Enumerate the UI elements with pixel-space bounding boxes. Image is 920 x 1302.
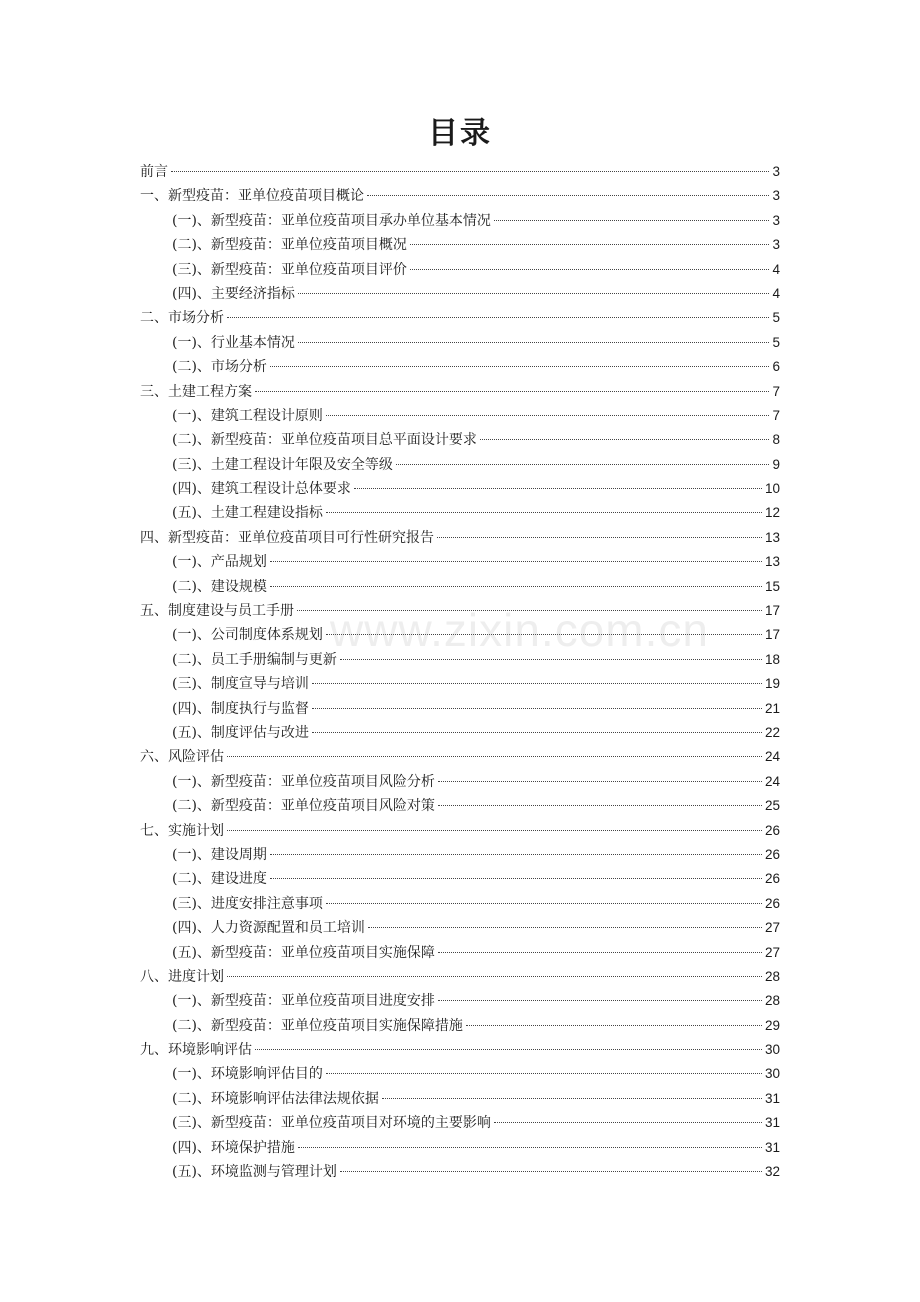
toc-entry-page-number: 10 — [764, 481, 780, 497]
toc-subentry[interactable] — [140, 1062, 780, 1086]
toc-entry-label: (四)、主要经济指标 — [172, 285, 295, 302]
toc-entry-page-number: 31 — [764, 1115, 780, 1131]
toc-entry-label: (三)、新型疫苗：亚单位疫苗项目评价 — [172, 261, 407, 278]
toc-entry-page-number: 6 — [772, 359, 780, 375]
toc-subentry[interactable] — [140, 209, 780, 233]
dot-leader — [396, 464, 770, 465]
toc-entry-label: 二、市场分析 — [140, 310, 224, 327]
dot-leader — [438, 1000, 762, 1001]
dot-leader — [312, 708, 762, 709]
toc-subentry[interactable] — [140, 672, 780, 696]
toc-entry-page-number: 7 — [772, 383, 780, 399]
toc-entry-label: (四)、环境保护措施 — [172, 1139, 295, 1156]
toc-entry-page-number: 17 — [764, 627, 780, 643]
toc-entry-page-number: 19 — [764, 676, 780, 692]
toc-entry-label: (四)、人力资源配置和员工培训 — [172, 920, 365, 937]
dot-leader — [312, 732, 762, 733]
toc-entry-page-number: 25 — [764, 798, 780, 814]
toc-entry[interactable] — [140, 184, 780, 208]
toc-entry[interactable] — [140, 526, 780, 550]
toc-entry-page-number: 4 — [772, 285, 780, 301]
toc-entry-page-number: 13 — [764, 554, 780, 570]
toc-entry-label: (五)、制度评估与改进 — [172, 724, 309, 741]
toc-entry-label: 前言 — [140, 164, 168, 180]
toc-entry[interactable] — [140, 1038, 780, 1062]
toc-entry-label: (二)、建设进度 — [172, 871, 267, 888]
dot-leader — [270, 878, 762, 879]
toc-subentry[interactable] — [140, 843, 780, 867]
toc-subentry[interactable] — [140, 282, 780, 306]
dot-leader — [227, 976, 762, 977]
toc-entry-page-number: 28 — [764, 993, 780, 1009]
toc-subentry[interactable] — [140, 404, 780, 428]
toc-subentry[interactable] — [140, 648, 780, 672]
toc-subentry[interactable] — [140, 1136, 780, 1160]
toc-title: 目录 — [428, 116, 492, 151]
toc-entry-label: (一)、建筑工程设计原则 — [172, 407, 323, 424]
toc-entry-label: (三)、进度安排注意事项 — [172, 895, 323, 912]
toc-entry-label: (五)、环境监测与管理计划 — [172, 1164, 337, 1181]
dot-leader — [326, 415, 770, 416]
toc-entry-page-number: 22 — [764, 724, 780, 740]
dot-leader — [466, 1025, 762, 1026]
toc-entry-label: (一)、新型疫苗：亚单位疫苗项目承办单位基本情况 — [172, 212, 491, 229]
dot-leader — [227, 830, 762, 831]
toc-entry-page-number: 21 — [764, 700, 780, 716]
toc-entry[interactable] — [140, 745, 780, 769]
toc-entry-label: 七、实施计划 — [140, 822, 224, 839]
toc-entry-page-number: 5 — [772, 310, 780, 326]
toc-entry-label: 九、环境影响评估 — [140, 1042, 252, 1059]
toc-entry-page-number: 24 — [764, 749, 780, 765]
toc-subentry[interactable] — [140, 941, 780, 965]
toc-entry-label: (二)、新型疫苗：亚单位疫苗项目概况 — [172, 237, 407, 254]
toc-entry-label: 五、制度建设与员工手册 — [140, 603, 294, 620]
dot-leader — [326, 1073, 762, 1074]
dot-leader — [312, 683, 762, 684]
toc-subentry[interactable] — [140, 867, 780, 891]
toc-entry-page-number: 12 — [764, 505, 780, 521]
toc-subentry[interactable] — [140, 623, 780, 647]
toc-entry-label: (二)、市场分析 — [172, 359, 267, 376]
toc-subentry[interactable] — [140, 453, 780, 477]
dot-leader — [298, 1147, 762, 1148]
toc-entry-label: (一)、环境影响评估目的 — [172, 1066, 323, 1083]
dot-leader — [494, 1122, 762, 1123]
toc-entry-page-number: 27 — [764, 920, 780, 936]
toc-entry-page-number: 31 — [764, 1139, 780, 1155]
dot-leader — [227, 317, 769, 318]
toc-entry-label: (二)、新型疫苗：亚单位疫苗项目风险对策 — [172, 798, 435, 815]
dot-leader — [410, 269, 770, 270]
toc-entry-label: (二)、新型疫苗：亚单位疫苗项目实施保障措施 — [172, 1017, 463, 1034]
toc-entry-page-number: 24 — [764, 773, 780, 789]
toc-entry-label: (四)、建筑工程设计总体要求 — [172, 481, 351, 498]
toc-subentry[interactable] — [140, 258, 780, 282]
toc-subentry[interactable] — [140, 477, 780, 501]
toc-entry-label: (五)、新型疫苗：亚单位疫苗项目实施保障 — [172, 944, 435, 961]
toc-subentry[interactable] — [140, 575, 780, 599]
dot-leader — [438, 805, 762, 806]
toc-entry-label: (三)、制度宣导与培训 — [172, 676, 309, 693]
dot-leader — [297, 610, 762, 611]
toc-entry-page-number: 30 — [764, 1042, 780, 1058]
toc-entry-label: (二)、环境影响评估法律法规依据 — [172, 1090, 379, 1107]
toc-entry-page-number: 30 — [764, 1066, 780, 1082]
toc-entry-page-number: 7 — [772, 407, 780, 423]
toc-subentry[interactable] — [140, 721, 780, 745]
dot-leader — [326, 512, 762, 513]
toc-subentry[interactable] — [140, 1087, 780, 1111]
toc-entry-label: (五)、土建工程建设指标 — [172, 505, 323, 522]
dot-leader — [410, 244, 770, 245]
dot-leader — [255, 391, 769, 392]
dot-leader — [340, 1171, 762, 1172]
toc-subentry[interactable] — [140, 794, 780, 818]
toc-subentry[interactable] — [140, 770, 780, 794]
toc-entry[interactable] — [140, 306, 780, 330]
toc-subentry[interactable] — [140, 501, 780, 525]
toc-entry-page-number: 4 — [772, 261, 780, 277]
dot-leader — [367, 195, 769, 196]
dot-leader — [270, 561, 762, 562]
toc-entry-label: 六、风险评估 — [140, 749, 224, 766]
toc-entry-page-number: 26 — [764, 846, 780, 862]
dot-leader — [326, 903, 762, 904]
toc-entry-page-number: 3 — [772, 188, 780, 204]
toc-entry-page-number: 3 — [772, 212, 780, 228]
toc-entry[interactable] — [140, 380, 780, 404]
dot-leader — [438, 781, 762, 782]
dot-leader — [270, 366, 770, 367]
dot-leader — [382, 1098, 762, 1099]
toc-entry-label: (二)、建设规模 — [172, 578, 267, 595]
toc-entry-label: (一)、产品规划 — [172, 554, 267, 571]
toc-entry-label: 三、土建工程方案 — [140, 383, 252, 400]
toc-entry-label: 一、新型疫苗：亚单位疫苗项目概论 — [140, 188, 364, 205]
toc-entry-page-number: 28 — [764, 968, 780, 984]
toc-entry-label: (三)、土建工程设计年限及安全等级 — [172, 456, 393, 473]
dot-leader — [326, 634, 762, 635]
dot-leader — [340, 659, 762, 660]
toc-subentry[interactable] — [140, 1160, 780, 1184]
toc-entry-page-number: 26 — [764, 871, 780, 887]
toc-entry[interactable] — [140, 819, 780, 843]
dot-leader — [298, 293, 770, 294]
toc-entry-page-number: 26 — [764, 895, 780, 911]
dot-leader — [494, 220, 770, 221]
toc-subentry[interactable] — [140, 989, 780, 1013]
toc-subentry[interactable] — [140, 892, 780, 916]
toc-entry-page-number: 26 — [764, 822, 780, 838]
toc-entry-label: (四)、制度执行与监督 — [172, 700, 309, 717]
toc-subentry[interactable] — [140, 697, 780, 721]
toc-subentry[interactable] — [140, 550, 780, 574]
toc-entry-label: (一)、建设周期 — [172, 846, 267, 863]
toc-subentry[interactable] — [140, 428, 780, 452]
toc-subentry[interactable] — [140, 1111, 780, 1135]
toc-entry-label: (三)、新型疫苗：亚单位疫苗项目对环境的主要影响 — [172, 1115, 491, 1132]
toc-entry-label: (二)、新型疫苗：亚单位疫苗项目总平面设计要求 — [172, 432, 477, 449]
toc-entry-page-number: 32 — [764, 1164, 780, 1180]
toc-entry-label: 八、进度计划 — [140, 968, 224, 985]
dot-leader — [227, 756, 762, 757]
dot-leader — [270, 854, 762, 855]
toc-entry-label: (一)、行业基本情况 — [172, 334, 295, 351]
dot-leader — [480, 439, 770, 440]
toc-entry-page-number: 31 — [764, 1090, 780, 1106]
toc-entry[interactable] — [140, 965, 780, 989]
toc-entry-page-number: 3 — [772, 164, 780, 179]
dot-leader — [255, 1049, 762, 1050]
toc-entry-page-number: 3 — [772, 237, 780, 253]
toc-entry-label: (一)、新型疫苗：亚单位疫苗项目风险分析 — [172, 773, 435, 790]
toc-subentry[interactable] — [140, 355, 780, 379]
dot-leader — [354, 488, 762, 489]
toc-entry-label: (一)、新型疫苗：亚单位疫苗项目进度安排 — [172, 993, 435, 1010]
dot-leader — [171, 171, 769, 172]
toc-entry-label: 四、新型疫苗：亚单位疫苗项目可行性研究报告 — [140, 529, 434, 546]
toc-subentry[interactable] — [140, 916, 780, 940]
dot-leader — [270, 586, 762, 587]
toc-entry-page-number: 18 — [764, 651, 780, 667]
toc-entry-page-number: 29 — [764, 1017, 780, 1033]
toc-subentry[interactable] — [140, 1014, 780, 1038]
watermark: www.zixin.com.cn — [330, 604, 709, 656]
dot-leader — [438, 952, 762, 953]
toc-entry-page-number: 15 — [764, 578, 780, 594]
toc-entry-page-number: 9 — [772, 456, 780, 472]
table-of-contents — [140, 160, 780, 1184]
toc-entry-label: (二)、员工手册编制与更新 — [172, 651, 337, 668]
toc-entry-label: (一)、公司制度体系规划 — [172, 627, 323, 644]
toc-subentry[interactable] — [140, 331, 780, 355]
toc-entry-page-number: 8 — [772, 432, 780, 448]
toc-entry-page-number: 27 — [764, 944, 780, 960]
dot-leader — [298, 342, 770, 343]
toc-subentry[interactable] — [140, 233, 780, 257]
dot-leader — [437, 537, 762, 538]
toc-entry[interactable] — [140, 599, 780, 623]
toc-entry-page-number: 17 — [764, 603, 780, 619]
toc-entry[interactable] — [140, 160, 780, 184]
dot-leader — [368, 927, 762, 928]
toc-entry-page-number: 13 — [764, 529, 780, 545]
toc-entry-page-number: 5 — [772, 334, 780, 350]
